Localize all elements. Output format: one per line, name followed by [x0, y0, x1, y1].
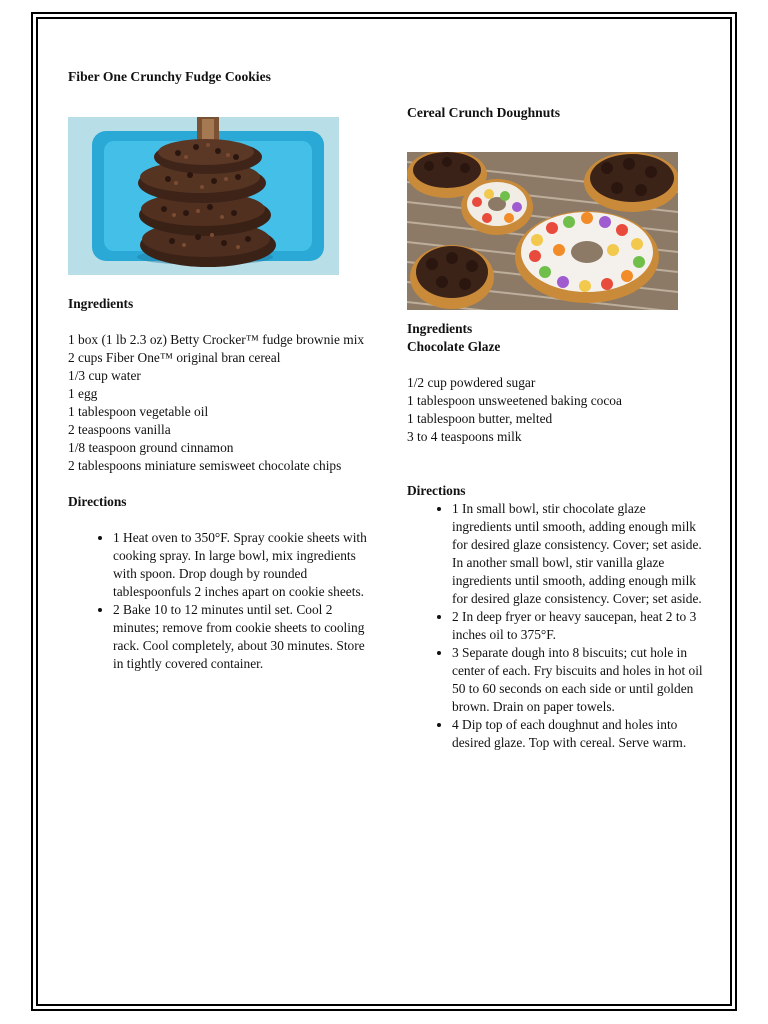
ingredient-item: 2 tablespoons miniature semisweet chocolate chips [68, 458, 342, 473]
ingredients-list [407, 374, 707, 446]
direction-step: • 3 Separate dough into 8 biscuits; cut hole in center of each. Fry biscuits and holes in hot oil 50 to 60 seconds on each side or until golden brown. Drain on paper towels. [452, 644, 707, 716]
recipe-title: Cereal Crunch Doughnuts [407, 105, 561, 120]
ingredient-item: 1 tablespoon butter, melted [407, 411, 553, 426]
directions-heading: Directions [68, 494, 127, 509]
direction-step: • 2 Bake 10 to 12 minutes until set. Cool 2 minutes; remove from cookie sheets to cooling rack. Cool completely, about 30 minutes. Store in tightly covered container. [113, 601, 368, 673]
directions-list [68, 529, 368, 673]
recipe-cereal-doughnuts [407, 104, 707, 752]
ingredient-item: 2 cups Fiber One™ original bran cereal [68, 350, 281, 365]
direction-step: • 2 In deep fryer or heavy saucepan, heat 2 to 3 inches oil to 375°F. [452, 608, 707, 644]
recipe-title: Fiber One Crunchy Fudge Cookies [68, 69, 271, 84]
recipe-fudge-cookies [68, 68, 368, 673]
direction-step: • 1 Heat oven to 350°F. Spray cookie sheets with cooking spray. In large bowl, mix ingredients with spoon. Drop dough by rounded tablespoonfuls 2 inches apart on cookie sheets. [113, 529, 368, 601]
direction-step: • 1 In small bowl, stir chocolate glaze ingredients until smooth, adding enough milk for desired glaze consistency. Cover; set aside. In another small bowl, stir vanilla glaze ingredients until smooth, adding enough milk for desired glaze consistency. Cover; set aside. [452, 500, 707, 608]
ingredient-item: 2 teaspoons vanilla [68, 422, 171, 437]
ingredient-item: 1 box (1 lb 2.3 oz) Betty Crocker™ fudge brownie mix [68, 332, 365, 347]
ingredient-item: 1 egg [68, 386, 98, 401]
ingredient-item: 1/3 cup water [68, 368, 141, 383]
ingredients-heading: Ingredients [407, 321, 473, 336]
ingredient-item: 3 to 4 teaspoons milk [407, 429, 522, 444]
ingredients-heading: Ingredients [68, 296, 134, 311]
ingredient-item: 1/8 teaspoon ground cinnamon [68, 440, 234, 455]
ingredient-item: 1 tablespoon unsweetened baking cocoa [407, 393, 622, 408]
cookies-photo [68, 117, 339, 275]
doughnuts-photo [407, 152, 678, 310]
directions-list [407, 500, 707, 752]
ingredients-list [68, 331, 368, 475]
glaze-heading: Chocolate Glaze [407, 339, 501, 354]
directions-heading: Directions [407, 483, 466, 498]
ingredient-item: 1 tablespoon vegetable oil [68, 404, 209, 419]
ingredient-item: 1/2 cup powdered sugar [407, 375, 536, 390]
direction-step: • 4 Dip top of each doughnut and holes into desired glaze. Top with cereal. Serve warm. [452, 716, 707, 752]
